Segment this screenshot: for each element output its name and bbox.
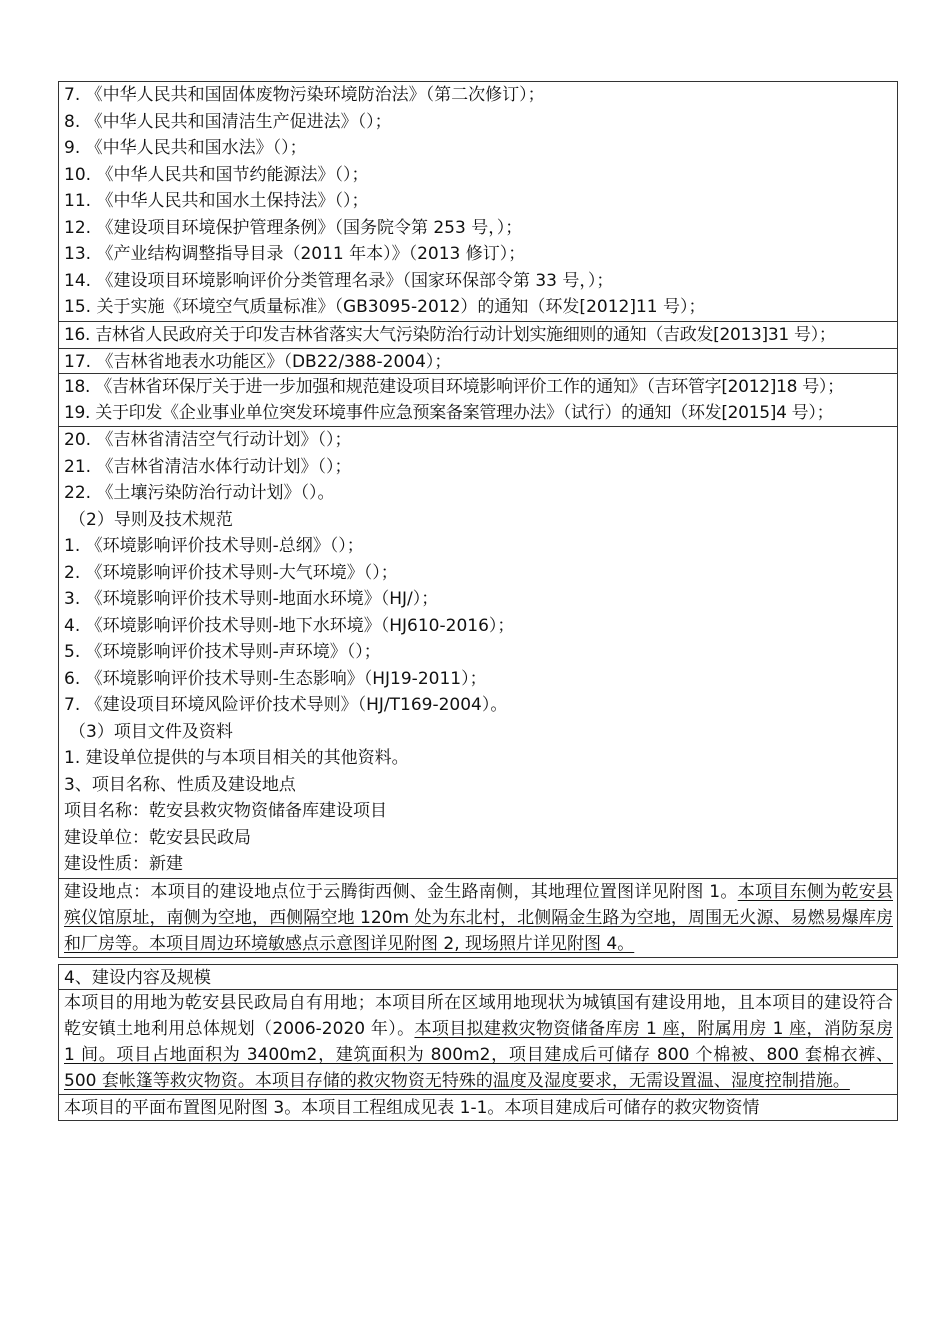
law-item: 10. 《中华人民共和国节约能源法》（）； — [64, 164, 369, 185]
law-item: 9. 《中华人民共和国水法》（）； — [64, 138, 307, 158]
law-item-18: 18. 《吉林省环保厅关于进一步加强和规范建设项目环境影响评价工作的通知》（吉环管字[2012]18 号）； — [64, 377, 844, 397]
laws-and-guides-block — [58, 426, 898, 879]
section-4-title: 4、建设内容及规模 — [58, 964, 898, 991]
guide-item: 6. 《环境影响评价技术导则-生态影响》（HJ19-2011）； — [64, 668, 487, 689]
law-item: 8. 《中华人民共和国清洁生产促进法》（）； — [64, 111, 392, 132]
law-item: 15. 关于实施《环境空气质量标准》（GB3095-2012）的通知（环发[2012]11 号）； — [64, 297, 706, 317]
guide-item: 7. 《建设项目环境风险评价技术导则》（HJ/T169-2004）。 — [64, 695, 508, 715]
law-item-19: 19. 关于印发《企业事业单位突发环境事件应急预案备案管理办法》（试行）的通知（环发[2015]4 号）； — [64, 403, 834, 423]
guide-heading: （2）导则及技术规范 — [69, 509, 233, 530]
law-item: 22. 《土壤污染防治行动计划》（）。 — [64, 483, 335, 503]
law-item: 20. 《吉林省清洁空气行动计划》（）； — [64, 430, 352, 450]
guide-item: 4. 《环境影响评价技术导则-地下水环境》（HJ610-2016）； — [64, 615, 515, 636]
laws-block-1 — [58, 81, 898, 322]
guide-item: 3. 《环境影响评价技术导则-地面水环境》（HJ/）； — [64, 589, 439, 609]
law-item-16: 16. 吉林省人民政府关于印发吉林省落实大气污染防治行动计划实施细则的通知（吉政发[2013]31 号）； — [58, 321, 898, 349]
laws-block-18-19 — [58, 373, 898, 427]
laws-block-2 — [64, 427, 893, 507]
construction-scale — [58, 989, 898, 1095]
construction-site — [58, 878, 898, 958]
files-item: 1. 建设单位提供的与本项目相关的其他资料。 — [64, 748, 409, 768]
guide-item: 1. 《环境影响评价技术导则-总纲》（）； — [64, 536, 364, 556]
law-item: 12. 《建设项目环境保护管理条例》（国务院令第 253 号，）； — [64, 217, 523, 238]
scale-details-text: 本项目拟建救灾物资储备库房 1 座，附属用房 1 座，消防泵房 1 间。项目占地面积为 3400m2，建筑面积为 800m2，项目建成后可储存 800 个棉被、800 套棉衣裤、500 套帐篷等救灾物资。本项目存储的救灾物资无特殊的温度及湿度要求，无需设置温、湿度控制措施。 — [64, 1019, 893, 1091]
site-text: 建设地点：本项目的建设地点位于云腾街西侧、金生路南侧，其地理位置图详见附图 1。 — [64, 881, 738, 902]
document-page — [58, 82, 898, 1121]
law-item-17: 17. 《吉林省地表水功能区》（DB22/388-2004）； — [58, 348, 898, 375]
law-item: 21. 《吉林省清洁水体行动计划》（）； — [64, 456, 352, 477]
construction-nature: 建设性质：新建 — [64, 854, 183, 874]
guides-list — [64, 533, 893, 719]
guide-item: 2. 《环境影响评价技术导则-大气环境》（）； — [64, 562, 398, 583]
land-use-text: 本项目的用地为乾安县民政局自有用地；本项目所在区域用地现状为城镇国有建设用地，且本项目的建设符合乾安镇土地利用总体规划（2006-2020 年）。 — [64, 993, 893, 1039]
law-item: 11. 《中华人民共和国水土保持法》（）； — [64, 191, 369, 211]
law-item: 7. 《中华人民共和国固体废物污染环境防治法》（第二次修订）； — [64, 85, 545, 105]
project-name: 项目名称：乾安县救灾物资储备库建设项目 — [64, 801, 387, 821]
builder: 建设单位：乾安县民政局 — [64, 827, 251, 848]
law-item: 13. 《产业结构调整指导目录（2011 年本）》（2013 修订）； — [64, 244, 526, 264]
guide-item: 5. 《环境影响评价技术导则-声环境》（）； — [64, 642, 381, 662]
law-item: 14. 《建设项目环境影响评价分类管理名录》（国家环保部令第 33 号，）； — [64, 270, 614, 291]
files-heading: （3）项目文件及资料 — [69, 721, 233, 742]
site-surroundings-text: 本项目东侧为乾安县殡仪馆原址，南侧为空地，西侧隔空地 120m 处为东北村，北侧隔金生路为空地，周围无火源、易燃易爆库房和厂房等。本项目周边环境敏感点示意图详见附图 2, 现场照片详见附图 4。 — [64, 881, 893, 954]
layout-reference: 本项目的平面布置图见附图 3。本项目工程组成见表 1-1。本项目建成后可储存的救灾物资情 — [58, 1094, 898, 1121]
section-3-title: 3、项目名称、性质及建设地点 — [64, 774, 296, 795]
